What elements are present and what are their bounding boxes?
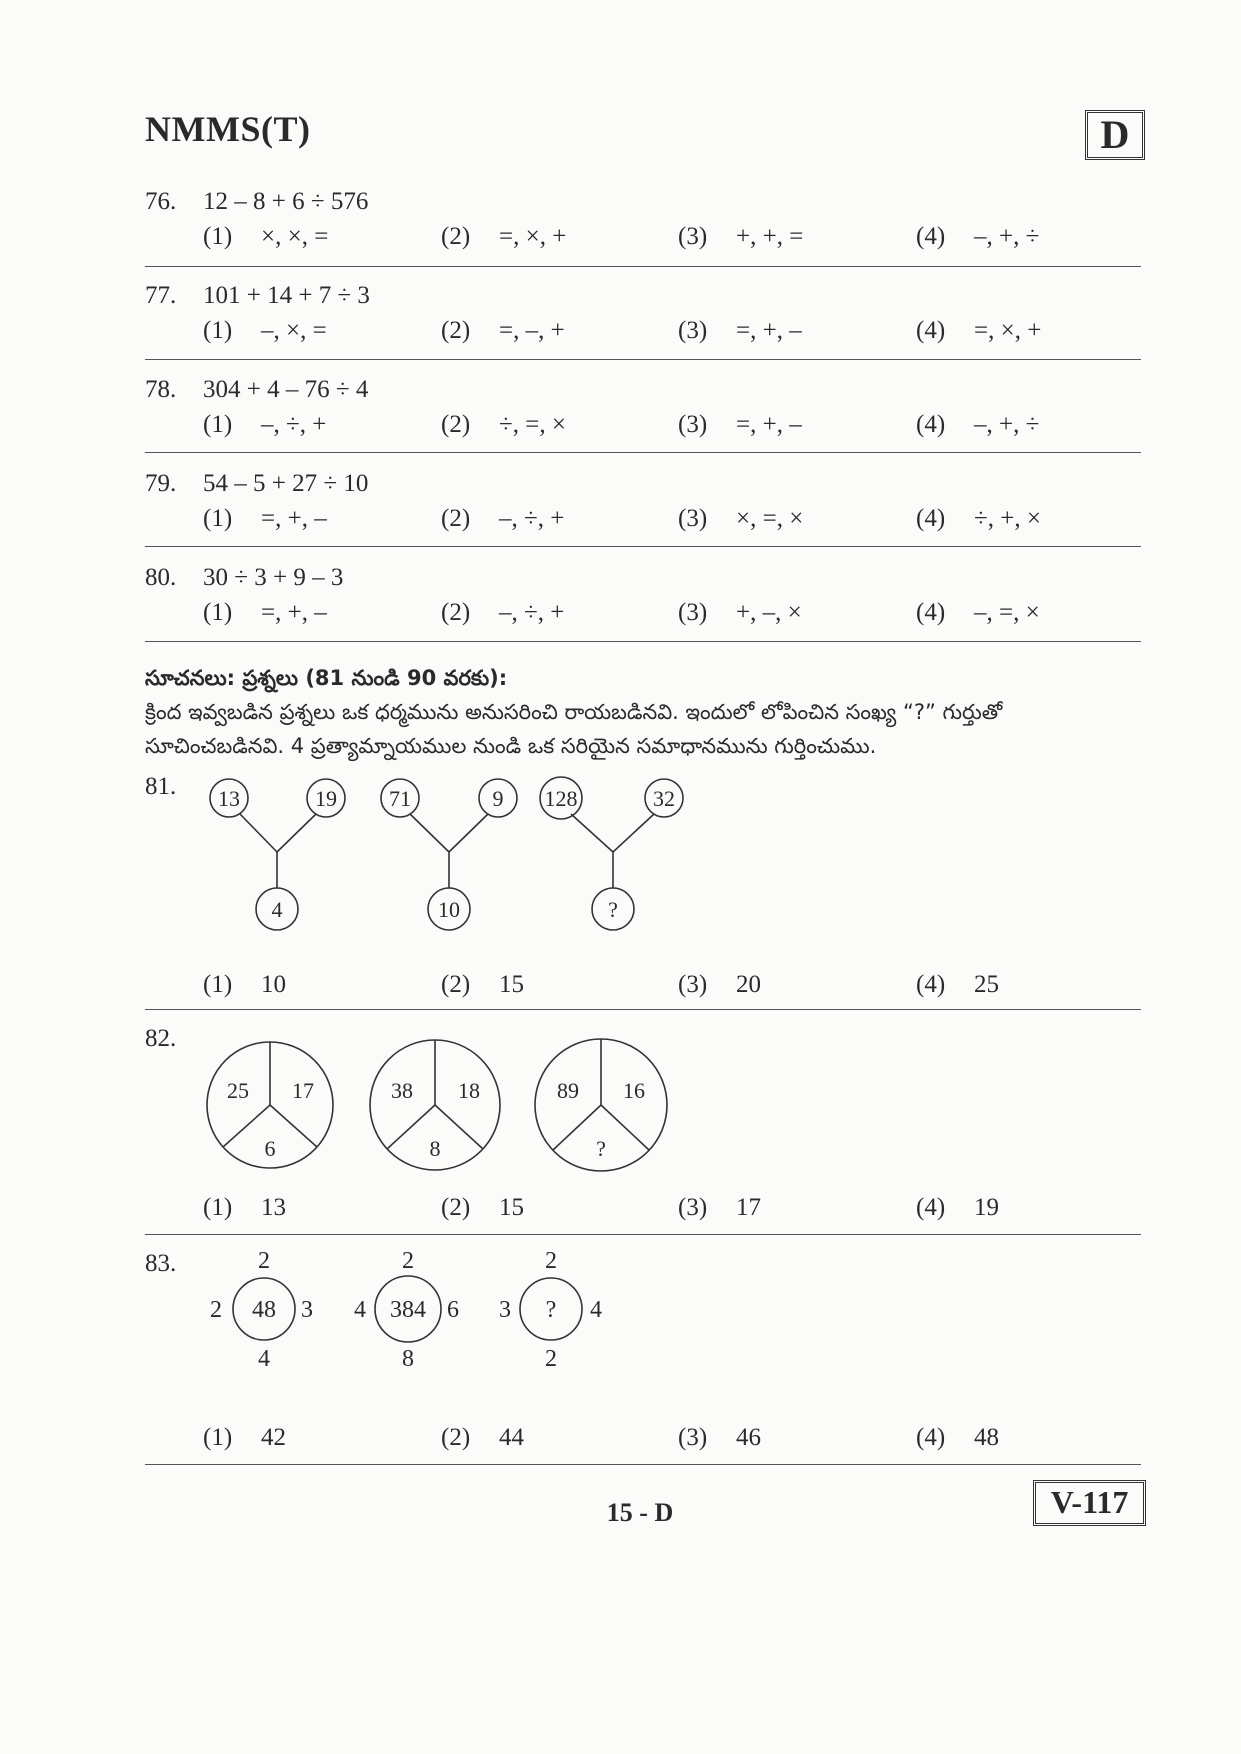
fig3-bottom: ? (596, 1136, 606, 1161)
option-1[interactable]: (1) =, +, – (203, 505, 327, 532)
option-3[interactable]: (3) =, +, – (678, 317, 802, 344)
question-text: 54 – 5 + 27 ÷ 10 (203, 470, 369, 497)
fig1-left: 25 (227, 1078, 249, 1103)
fig2-top: 2 (402, 1248, 414, 1274)
divider (145, 641, 1141, 642)
fig1-top-right: 19 (315, 786, 337, 811)
option-3[interactable]: (3) 17 (678, 1194, 761, 1221)
option-1[interactable]: (1) –, ×, = (203, 317, 327, 344)
fig2-bottom: 8 (429, 1136, 441, 1161)
fig3-bottom: 2 (545, 1346, 557, 1372)
question-text: 12 – 8 + 6 ÷ 576 (203, 188, 369, 215)
instructions-line-1: క్రింద ఇవ్వబడిన ప్రశ్నలు ఒక ధర్మమును అనుసరించి రాయబడినవి. ఇందులో లోపించిన సంఖ్య “?” గుర్తుతో (145, 700, 1003, 724)
question-83-figures (0, 1240, 1241, 1380)
option-4[interactable]: (4) =, ×, + (916, 317, 1042, 344)
question-number: 76. (145, 188, 177, 215)
fig3-bottom: ? (608, 897, 618, 922)
option-4[interactable]: (4) 25 (916, 971, 999, 998)
question-81-figures (0, 770, 1241, 950)
question-text: 30 ÷ 3 + 9 – 3 (203, 564, 344, 591)
option-4[interactable]: (4) 19 (916, 1194, 999, 1221)
option-1[interactable]: (1) ×, ×, = (203, 223, 329, 250)
question-83-options (145, 1420, 1141, 1456)
option-2[interactable]: (2) –, ÷, + (441, 505, 565, 532)
fig2-left: 4 (354, 1297, 366, 1323)
fig2-bottom: 10 (438, 897, 460, 922)
divider (145, 546, 1141, 547)
fig1-right: 17 (292, 1078, 314, 1103)
page-number: 15 - D (606, 1498, 674, 1527)
question-text: 101 + 14 + 7 ÷ 3 (203, 282, 370, 309)
option-1[interactable]: (1) 10 (203, 971, 286, 998)
question-number: 82. (145, 1025, 177, 1052)
option-4[interactable]: (4) 48 (916, 1424, 999, 1451)
option-3[interactable]: (3) 20 (678, 971, 761, 998)
page-title: NMMS(T) (145, 109, 311, 149)
option-2[interactable]: (2) 44 (441, 1424, 524, 1451)
fig2-right: 6 (447, 1297, 459, 1323)
instructions-block (145, 661, 1145, 763)
fig1-top-left: 13 (218, 786, 240, 811)
question-text: 304 + 4 – 76 ÷ 4 (203, 376, 369, 403)
fig1-right: 3 (301, 1297, 313, 1323)
divider (145, 452, 1141, 453)
fig2-top-right: 9 (492, 786, 504, 811)
question-82-figures (0, 1020, 1241, 1180)
question-number: 80. (145, 564, 177, 591)
question-number: 78. (145, 376, 177, 403)
option-4[interactable]: (4) –, +, ÷ (916, 411, 1040, 438)
question-number: 79. (145, 470, 177, 497)
question-76 (145, 185, 1141, 255)
question-79 (145, 467, 1141, 537)
instructions-line-2: సూచించబడినవి. 4 ప్రత్యామ్నాయముల నుండి ఒక సరియైన సమాధానమును గుర్తించుము. (145, 734, 877, 758)
fig1-left: 2 (210, 1297, 222, 1323)
option-2[interactable]: (2) 15 (441, 971, 524, 998)
question-number: 81. (145, 773, 177, 800)
fig1-bottom: 4 (258, 1346, 270, 1372)
divider (145, 1009, 1141, 1010)
fig3-right: 4 (590, 1297, 602, 1323)
option-1[interactable]: (1) 42 (203, 1424, 286, 1451)
option-3[interactable]: (3) +, –, × (678, 599, 802, 626)
option-4[interactable]: (4) –, +, ÷ (916, 223, 1040, 250)
question-77 (145, 279, 1141, 349)
question-78 (145, 373, 1141, 443)
fig3-left: 89 (557, 1078, 579, 1103)
question-80 (145, 561, 1141, 631)
option-2[interactable]: (2) ÷, =, × (441, 411, 566, 438)
option-1[interactable]: (1) =, +, – (203, 599, 327, 626)
set-code-box: D (1085, 110, 1145, 160)
fig3-top: 2 (545, 1248, 557, 1274)
option-2[interactable]: (2) –, ÷, + (441, 599, 565, 626)
fig2-top-left: 71 (389, 786, 411, 811)
fig2-center: 384 (390, 1297, 426, 1323)
option-3[interactable]: (3) +, +, = (678, 223, 804, 250)
option-1[interactable]: (1) 13 (203, 1194, 286, 1221)
option-3[interactable]: (3) ×, =, × (678, 505, 804, 532)
fig1-bottom: 6 (264, 1136, 276, 1161)
divider (145, 1464, 1141, 1465)
fig2-right: 18 (458, 1078, 480, 1103)
fig3-top-right: 32 (653, 786, 675, 811)
option-2[interactable]: (2) =, –, + (441, 317, 565, 344)
question-number: 83. (145, 1250, 177, 1277)
fig3-center: ? (545, 1297, 557, 1323)
option-3[interactable]: (3) =, +, – (678, 411, 802, 438)
booklet-code-box: V-117 (1033, 1480, 1146, 1526)
option-1[interactable]: (1) –, ÷, + (203, 411, 327, 438)
option-2[interactable]: (2) 15 (441, 1194, 524, 1221)
fig1-center: 48 (252, 1297, 276, 1323)
question-81-options (145, 967, 1141, 1003)
option-3[interactable]: (3) 46 (678, 1424, 761, 1451)
divider (145, 359, 1141, 360)
option-2[interactable]: (2) =, ×, + (441, 223, 567, 250)
fig1-top: 2 (258, 1248, 270, 1274)
fig2-left: 38 (391, 1078, 413, 1103)
fig3-right: 16 (623, 1078, 645, 1103)
fig3-left: 3 (499, 1297, 511, 1323)
fig2-bottom: 8 (402, 1346, 414, 1372)
option-4[interactable]: (4) ÷, +, × (916, 505, 1041, 532)
divider (145, 1234, 1141, 1235)
divider (145, 266, 1141, 267)
question-82-options (145, 1190, 1141, 1226)
fig3-top-left: 128 (544, 786, 578, 811)
fig1-bottom: 4 (271, 897, 283, 922)
question-number: 77. (145, 282, 177, 309)
option-4[interactable]: (4) –, =, × (916, 599, 1040, 626)
instructions-heading: సూచనలు: ప్రశ్నలు (81 నుండి 90 వరకు): (145, 666, 508, 690)
